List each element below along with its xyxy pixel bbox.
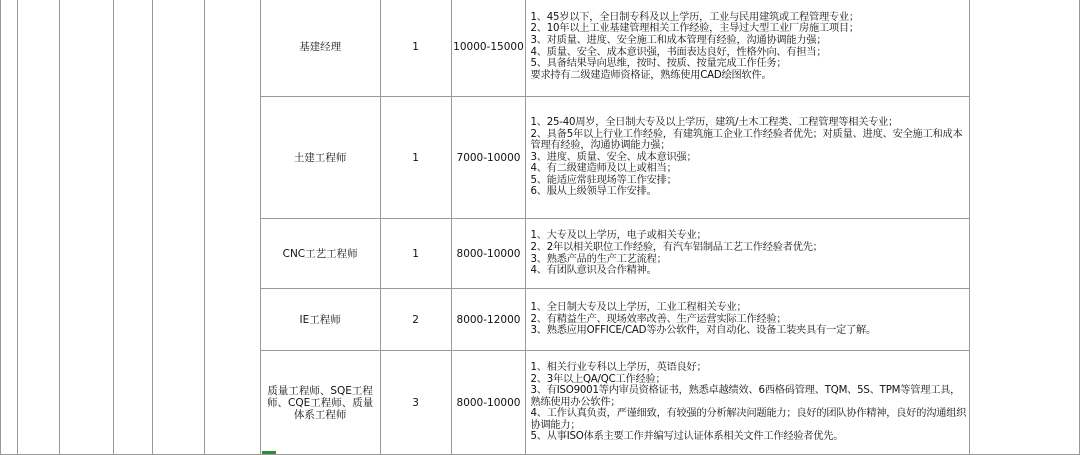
position-cell: 土建工程师 [260, 97, 380, 219]
requirements-cell: 1、相关行业专科以上学历，英语良好； 2、3年以上QA/QC工作经验； 3、有ISO9001等内审员资格证书，熟悉卓越绩效、6西格码管理、TQM、5S、TPM等管理工具，熟练使用办公软件； 4、工作认真负责，严谨细致，有较强的分析解决问题能力；良好的团队协作精神，良好的沟通组织协调能力； 5、从事ISO体系主要工作并编写过认证体系相关文件工作经验者优先。 [526, 351, 970, 455]
position-cell: CNC工艺工程师 [260, 219, 380, 289]
salary-cell: 8000-12000 [451, 289, 526, 351]
count-cell: 2 [380, 289, 451, 351]
position-cell: IE工程师 [260, 289, 380, 351]
count-cell: 1 [380, 97, 451, 219]
table-row [1, 0, 1080, 97]
requirements-cell: 1、25-40周岁，全日制大专及以上学历，建筑/土木工程类、工程管理等相关专业； 2、具备5年以上行业工作经验，有建筑施工企业工作经验者优先；对质量、进度、安全施工和成本管理有经验，沟通协调能力强； 3、进度、质量、安全、成本意识强； 4、有二级建造师及以上或相当； 5、能适应常驻现场等工作安排； 6、服从上级领导工作安排。 [526, 97, 970, 219]
count-cell: 1 [380, 219, 451, 289]
salary-cell: 8000-10000 [451, 219, 526, 289]
salary-cell: 8000-10000 [451, 351, 526, 455]
count-cell: 3 [380, 351, 451, 455]
salary-cell: 7000-10000 [451, 97, 526, 219]
position-cell: 基建经理 [260, 0, 380, 97]
salary-cell: 10000-15000 [451, 0, 526, 97]
requirements-cell: 1、45岁以下，全日制专科及以上学历，工业与民用建筑或工程管理专业； 2、10年以上工业基建管理相关工作经验，主导过大型工业厂房施工项目； 3、对质量、进度、安全施工和成本管理有经验，沟通协调能力强； 4、质量、安全、成本意识强，书面表达良好，性格外向、有担当； 5、具备结果导向思维，按时、按质、按量完成工作任务； 要求持有二级建造师资格证，熟练使用CAD绘图软件。 [526, 0, 970, 97]
count-cell: 1 [380, 0, 451, 97]
cell-selection-marker [262, 451, 276, 454]
position-cell: 质量工程师、SQE工程师、CQE工程师、质量体系工程师 [260, 351, 380, 455]
requirements-cell: 1、全日制大专及以上学历，工业工程相关专业； 2、有精益生产、现场效率改善、生产运营实际工作经验； 3、熟悉应用OFFICE/CAD等办公软件，对自动化、设备工装夹具有一定了解。 [526, 289, 970, 351]
requirements-cell: 1、大专及以上学历，电子或相关专业； 2、2年以相关职位工作经验，有汽车铝制品工艺工作经验者优先； 3、熟悉产品的生产工艺流程； 4、有团队意识及合作精神。 [526, 219, 970, 289]
